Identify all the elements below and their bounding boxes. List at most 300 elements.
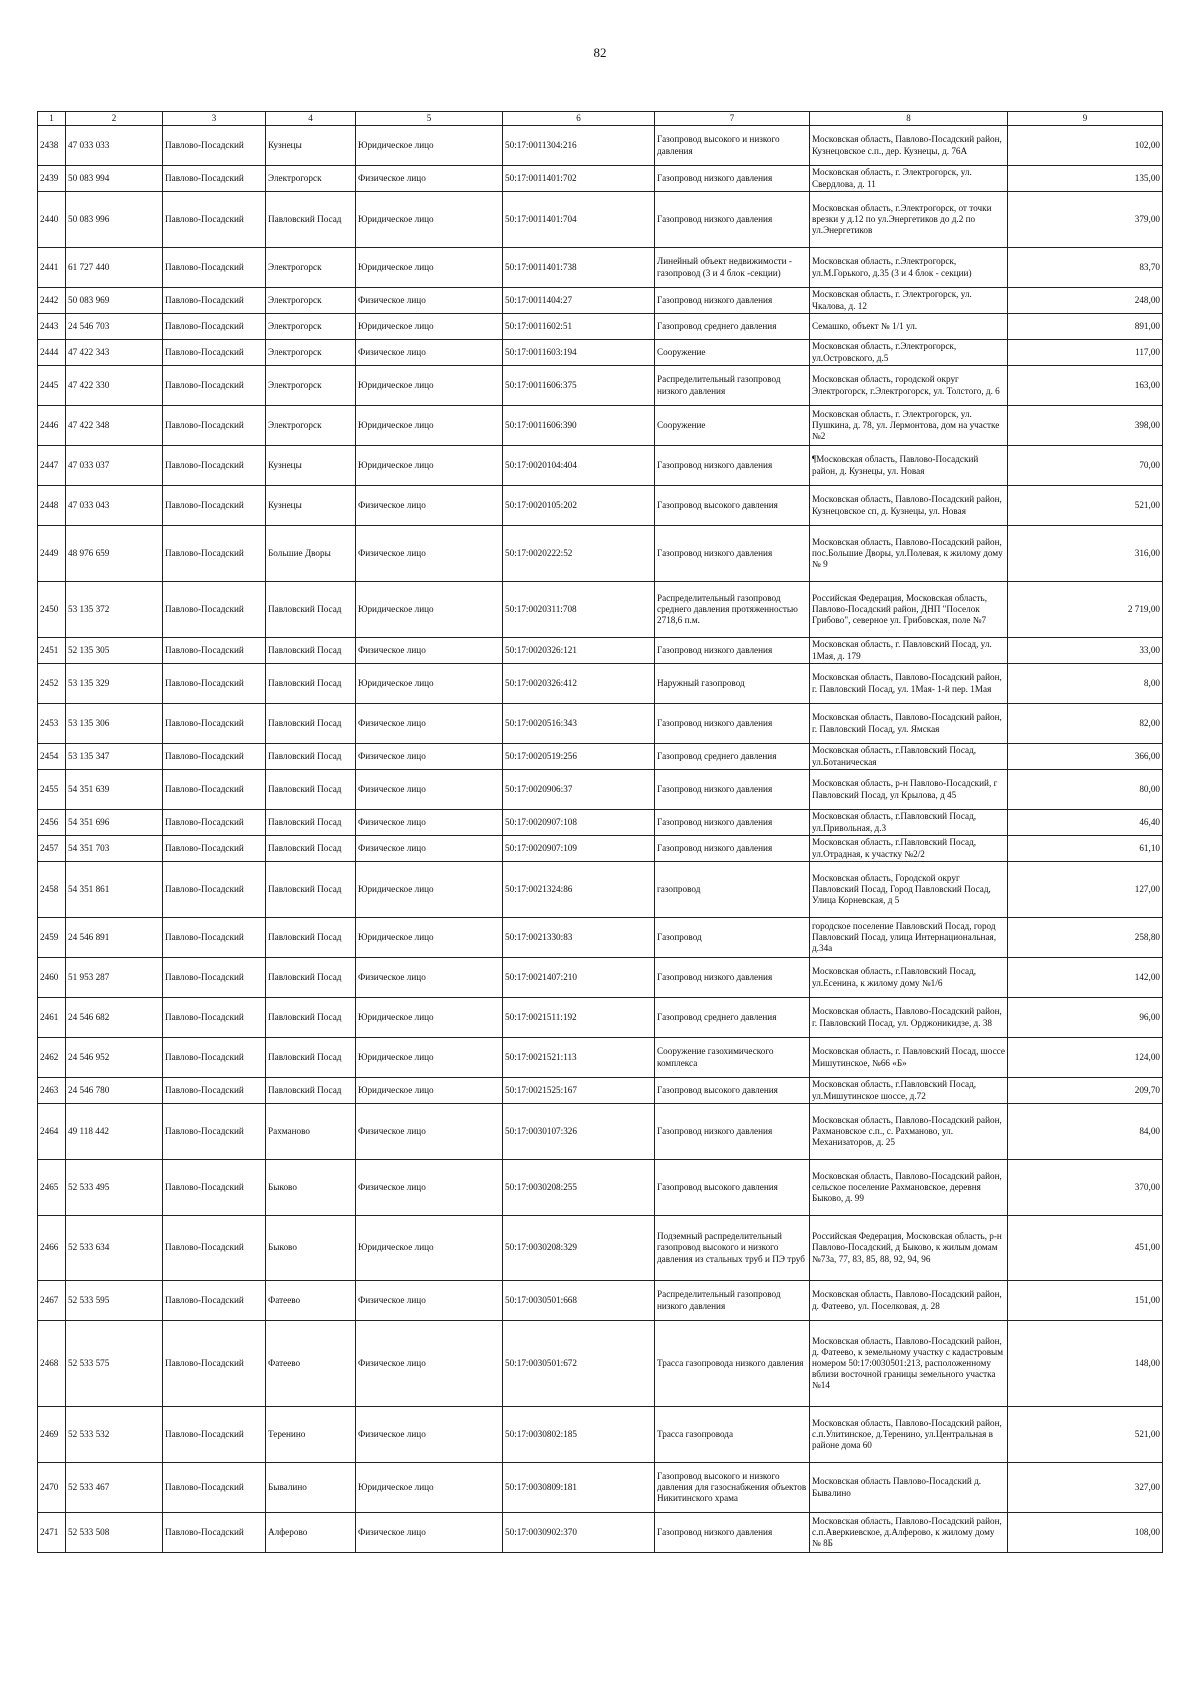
- table-cell: 50:17:0020311:708: [503, 582, 655, 638]
- table-cell: Газопровод низкого давления: [655, 166, 810, 192]
- table-cell: 327,00: [1008, 1463, 1163, 1513]
- table-cell: 46,40: [1008, 810, 1163, 836]
- table-cell: Павловский Посад: [266, 638, 356, 664]
- table-cell: Теренино: [266, 1407, 356, 1463]
- table-cell: Физическое лицо: [356, 288, 503, 314]
- table-cell: Газопровод высокого и низкого давления для газоснабжения объектов Никитинского храма: [655, 1463, 810, 1513]
- table-cell: 8,00: [1008, 664, 1163, 704]
- table-row: [38, 486, 1163, 526]
- table-cell: 47 033 037: [66, 446, 163, 486]
- table-cell: Павловский Посад: [266, 192, 356, 248]
- table-cell: Физическое лицо: [356, 638, 503, 664]
- table-row: [38, 248, 1163, 288]
- table-cell: Газопровод среднего давления: [655, 314, 810, 340]
- table-cell: 80,00: [1008, 770, 1163, 810]
- table-cell: Физическое лицо: [356, 1407, 503, 1463]
- table-cell: Павлово-Посадский: [163, 918, 266, 958]
- table-cell: Павлово-Посадский: [163, 526, 266, 582]
- table-row: [38, 958, 1163, 998]
- table-cell: Физическое лицо: [356, 340, 503, 366]
- table-cell: Юридическое лицо: [356, 1216, 503, 1281]
- table-cell: Сооружение газохимического комплекса: [655, 1038, 810, 1078]
- table-cell: 2439: [38, 166, 66, 192]
- table-cell: Юридическое лицо: [356, 1463, 503, 1513]
- table-cell: Физическое лицо: [356, 526, 503, 582]
- table-cell: Физическое лицо: [356, 744, 503, 770]
- table-cell: 50:17:0021407:210: [503, 958, 655, 998]
- table-cell: 83,70: [1008, 248, 1163, 288]
- table-cell: 117,00: [1008, 340, 1163, 366]
- table-row: [38, 836, 1163, 862]
- table-cell: 2447: [38, 446, 66, 486]
- table-cell: 124,00: [1008, 1038, 1163, 1078]
- table-cell: Юридическое лицо: [356, 1078, 503, 1104]
- table-cell: 54 351 696: [66, 810, 163, 836]
- table-cell: Газопровод высокого и низкого давления: [655, 126, 810, 166]
- table-cell: городское поселение Павловский Посад, город Павловский Посад, улица Интернациональная, д.34а: [810, 918, 1008, 958]
- table-cell: Физическое лицо: [356, 1281, 503, 1321]
- table-cell: Павлово-Посадский: [163, 770, 266, 810]
- table-cell: Электрогорск: [266, 166, 356, 192]
- table-cell: 451,00: [1008, 1216, 1163, 1281]
- table-cell: Павловский Посад: [266, 744, 356, 770]
- table-cell: 50:17:0011606:390: [503, 406, 655, 446]
- table-cell: 24 546 682: [66, 998, 163, 1038]
- table-cell: 50:17:0030802:185: [503, 1407, 655, 1463]
- table-cell: 2449: [38, 526, 66, 582]
- table-cell: Юридическое лицо: [356, 314, 503, 340]
- table-cell: Павлово-Посадский: [163, 664, 266, 704]
- table-cell: Физическое лицо: [356, 810, 503, 836]
- table-cell: 163,00: [1008, 366, 1163, 406]
- table-cell: 2456: [38, 810, 66, 836]
- table-row: [38, 744, 1163, 770]
- table-cell: 50:17:0020105:202: [503, 486, 655, 526]
- table-cell: Большие Дворы: [266, 526, 356, 582]
- table-cell: 50:17:0011401:704: [503, 192, 655, 248]
- table-cell: Электрогорск: [266, 288, 356, 314]
- table-row: [38, 664, 1163, 704]
- table-cell: 2441: [38, 248, 66, 288]
- table-cell: 108,00: [1008, 1513, 1163, 1553]
- table-cell: 142,00: [1008, 958, 1163, 998]
- table-cell: Павлово-Посадский: [163, 1160, 266, 1216]
- column-header: 7: [655, 112, 810, 126]
- table-cell: 52 533 508: [66, 1513, 163, 1553]
- table-cell: Павлово-Посадский: [163, 366, 266, 406]
- table-cell: 2454: [38, 744, 66, 770]
- table-cell: 891,00: [1008, 314, 1163, 340]
- table-cell: Московская область, г. Электрогорск, ул. Свердлова, д. 11: [810, 166, 1008, 192]
- table-cell: Павлово-Посадский: [163, 1078, 266, 1104]
- table-cell: Газопровод низкого давления: [655, 836, 810, 862]
- table-cell: 50:17:0011603:194: [503, 340, 655, 366]
- table-cell: 50:17:0021511:192: [503, 998, 655, 1038]
- table-cell: Московская область, Павлово-Посадский район, г. Павловский Посад, ул. 1Мая- 1-й пер. 1Мая: [810, 664, 1008, 704]
- table-row: [38, 810, 1163, 836]
- table-cell: Юридическое лицо: [356, 366, 503, 406]
- table-cell: Московская область, г. Электрогорск, ул. Пушкина, д. 78, ул. Лермонтова, дом на участке №2: [810, 406, 1008, 446]
- table-cell: Павлово-Посадский: [163, 1463, 266, 1513]
- table-cell: Павловский Посад: [266, 664, 356, 704]
- table-cell: 24 546 780: [66, 1078, 163, 1104]
- table-cell: Юридическое лицо: [356, 406, 503, 446]
- table-cell: 50:17:0021525:167: [503, 1078, 655, 1104]
- table-cell: 52 533 634: [66, 1216, 163, 1281]
- table-cell: Павлово-Посадский: [163, 486, 266, 526]
- table-cell: Газопровод среднего давления: [655, 998, 810, 1038]
- table-cell: Московская область, Павлово-Посадский район, с.п.Аверкиевское, д.Алферово, к жилому дому № 8Б: [810, 1513, 1008, 1553]
- table-cell: 50:17:0030107:326: [503, 1104, 655, 1160]
- table-cell: Павлово-Посадский: [163, 1321, 266, 1407]
- table-cell: Газопровод высокого давления: [655, 1078, 810, 1104]
- table-cell: 2470: [38, 1463, 66, 1513]
- table-cell: 48 976 659: [66, 526, 163, 582]
- table-cell: газопровод: [655, 862, 810, 918]
- table-cell: 248,00: [1008, 288, 1163, 314]
- table-cell: 24 546 952: [66, 1038, 163, 1078]
- table-cell: Павловский Посад: [266, 1038, 356, 1078]
- table-cell: Юридическое лицо: [356, 446, 503, 486]
- table-cell: 47 422 343: [66, 340, 163, 366]
- table-cell: 2459: [38, 918, 66, 958]
- table-cell: 47 422 330: [66, 366, 163, 406]
- table-cell: Павлово-Посадский: [163, 582, 266, 638]
- table-cell: 49 118 442: [66, 1104, 163, 1160]
- table-cell: Электрогорск: [266, 314, 356, 340]
- table-row: [38, 1321, 1163, 1407]
- table-cell: 53 135 329: [66, 664, 163, 704]
- table-cell: Павлово-Посадский: [163, 810, 266, 836]
- table-cell: Физическое лицо: [356, 958, 503, 998]
- table-cell: Трасса газопровода низкого давления: [655, 1321, 810, 1407]
- page-number: 82: [593, 45, 607, 60]
- table-cell: 2465: [38, 1160, 66, 1216]
- table-cell: Павлово-Посадский: [163, 1038, 266, 1078]
- table-cell: Павлово-Посадский: [163, 248, 266, 288]
- table-cell: Газопровод низкого давления: [655, 638, 810, 664]
- table-cell: 2468: [38, 1321, 66, 1407]
- table-cell: Газопровод низкого давления: [655, 810, 810, 836]
- table-cell: 50:17:0030501:672: [503, 1321, 655, 1407]
- table-cell: Российская Федерация, Московская область, р-н Павлово-Посадский, д Быково, к жилым домам №73а, 77, 83, 85, 88, 92, 94, 96: [810, 1216, 1008, 1281]
- table-cell: 521,00: [1008, 1407, 1163, 1463]
- table-cell: Юридическое лицо: [356, 918, 503, 958]
- table-cell: Юридическое лицо: [356, 192, 503, 248]
- table-row: [38, 406, 1163, 446]
- table-cell: Юридическое лицо: [356, 582, 503, 638]
- table-cell: 50:17:0020222:52: [503, 526, 655, 582]
- table-cell: Юридическое лицо: [356, 126, 503, 166]
- table-row: [38, 1407, 1163, 1463]
- table-row: [38, 526, 1163, 582]
- table-cell: 2457: [38, 836, 66, 862]
- table-cell: 2467: [38, 1281, 66, 1321]
- table-cell: 127,00: [1008, 862, 1163, 918]
- table-cell: Распределительный газопровод низкого давления: [655, 1281, 810, 1321]
- table-cell: 2464: [38, 1104, 66, 1160]
- table-row: [38, 126, 1163, 166]
- table-cell: 50:17:0030208:255: [503, 1160, 655, 1216]
- table-cell: Павловский Посад: [266, 582, 356, 638]
- table-cell: 102,00: [1008, 126, 1163, 166]
- table-cell: 2448: [38, 486, 66, 526]
- table-cell: 61,10: [1008, 836, 1163, 862]
- table-cell: Московская область, Павлово-Посадский район, д. Фатеево, к земельному участку с кадастровым номером 50:17:0030501:213, расположенному вблизи восточной границы земельного участка №14: [810, 1321, 1008, 1407]
- table-cell: Газопровод низкого давления: [655, 1513, 810, 1553]
- table-cell: Сооружение: [655, 406, 810, 446]
- table-cell: 2445: [38, 366, 66, 406]
- table-cell: Газопровод низкого давления: [655, 770, 810, 810]
- table-cell: Газопровод низкого давления: [655, 1104, 810, 1160]
- column-header: 3: [163, 112, 266, 126]
- table-row: [38, 998, 1163, 1038]
- table-cell: Газопровод высокого давления: [655, 1160, 810, 1216]
- table-cell: Павлово-Посадский: [163, 192, 266, 248]
- table-cell: Московская область, р-н Павлово-Посадский, г Павловский Посад, ул Крылова, д 45: [810, 770, 1008, 810]
- table-cell: 2443: [38, 314, 66, 340]
- table-cell: Московская область, Павлово-Посадский район, сельское поселение Рахмановское, деревня Быково, д. 99: [810, 1160, 1008, 1216]
- table-cell: Физическое лицо: [356, 1513, 503, 1553]
- table-cell: Павлово-Посадский: [163, 166, 266, 192]
- table-cell: 52 533 467: [66, 1463, 163, 1513]
- table-row: [38, 192, 1163, 248]
- header-row: [38, 112, 1163, 126]
- table-cell: Московская область, г.Электрогорск, ул.М.Горького, д.35 (3 и 4 блок - секции): [810, 248, 1008, 288]
- table-cell: Физическое лицо: [356, 1104, 503, 1160]
- table-cell: Павлово-Посадский: [163, 1407, 266, 1463]
- table-cell: Распределительный газопровод среднего давления протяженностью 2718,6 п.м.: [655, 582, 810, 638]
- table-cell: Московская область, г.Павловский Посад, ул.Ботаническая: [810, 744, 1008, 770]
- table-cell: 50 083 969: [66, 288, 163, 314]
- table-cell: Физическое лицо: [356, 770, 503, 810]
- table-cell: 50:17:0021324:86: [503, 862, 655, 918]
- table-cell: 50:17:0020907:108: [503, 810, 655, 836]
- table-cell: 50:17:0020519:256: [503, 744, 655, 770]
- table-cell: Павлово-Посадский: [163, 406, 266, 446]
- table-cell: Павлово-Посадский: [163, 1513, 266, 1553]
- table-cell: Павлово-Посадский: [163, 340, 266, 366]
- table-cell: 24 546 703: [66, 314, 163, 340]
- registry-table: [37, 111, 1163, 1553]
- table-cell: Павловский Посад: [266, 810, 356, 836]
- table-cell: 52 533 495: [66, 1160, 163, 1216]
- table-cell: Юридическое лицо: [356, 664, 503, 704]
- table-cell: Павловский Посад: [266, 862, 356, 918]
- table-cell: Павлово-Посадский: [163, 638, 266, 664]
- table-cell: 82,00: [1008, 704, 1163, 744]
- table-cell: Кузнецы: [266, 486, 356, 526]
- table-cell: Павловский Посад: [266, 958, 356, 998]
- table-cell: Юридическое лицо: [356, 862, 503, 918]
- table-cell: 51 953 287: [66, 958, 163, 998]
- table-cell: Семашко, объект № 1/1 ул.: [810, 314, 1008, 340]
- table-cell: Газопровод: [655, 918, 810, 958]
- table-row: [38, 1038, 1163, 1078]
- table-cell: Газопровод низкого давления: [655, 958, 810, 998]
- table-row: [38, 862, 1163, 918]
- table-cell: 370,00: [1008, 1160, 1163, 1216]
- column-header: 5: [356, 112, 503, 126]
- table-cell: Павлово-Посадский: [163, 1104, 266, 1160]
- table-cell: Павлово-Посадский: [163, 744, 266, 770]
- column-header: 1: [38, 112, 66, 126]
- column-header: 6: [503, 112, 655, 126]
- table-cell: Павлово-Посадский: [163, 704, 266, 744]
- table-cell: 52 135 305: [66, 638, 163, 664]
- table-cell: Физическое лицо: [356, 486, 503, 526]
- table-cell: Газопровод высокого давления: [655, 486, 810, 526]
- table-cell: 258,80: [1008, 918, 1163, 958]
- table-row: [38, 1463, 1163, 1513]
- table-cell: Павловский Посад: [266, 770, 356, 810]
- table-cell: Распределительный газопровод низкого давления: [655, 366, 810, 406]
- table-cell: 2469: [38, 1407, 66, 1463]
- table-cell: 53 135 372: [66, 582, 163, 638]
- table-cell: Физическое лицо: [356, 1321, 503, 1407]
- table-cell: Газопровод низкого давления: [655, 526, 810, 582]
- column-header: 4: [266, 112, 356, 126]
- table-cell: 151,00: [1008, 1281, 1163, 1321]
- table-cell: 2453: [38, 704, 66, 744]
- table-cell: Московская область, Павлово-Посадский район, г. Павловский Посад, ул. Ямская: [810, 704, 1008, 744]
- table-cell: 2450: [38, 582, 66, 638]
- table-cell: 54 351 639: [66, 770, 163, 810]
- table-cell: 50:17:0021521:113: [503, 1038, 655, 1078]
- table-cell: Кузнецы: [266, 446, 356, 486]
- table-cell: 2 719,00: [1008, 582, 1163, 638]
- table-cell: 521,00: [1008, 486, 1163, 526]
- table-cell: 50:17:0030902:370: [503, 1513, 655, 1553]
- table-cell: 50:17:0030501:668: [503, 1281, 655, 1321]
- table-row: [38, 1078, 1163, 1104]
- table-cell: Московская область, г. Павловский Посад, ул. 1Мая, д. 179: [810, 638, 1008, 664]
- table-cell: Фатеево: [266, 1281, 356, 1321]
- table-cell: Линейный объект недвижимости - газопровод (3 и 4 блок -секции): [655, 248, 810, 288]
- table-row: [38, 1216, 1163, 1281]
- table-cell: Юридическое лицо: [356, 248, 503, 288]
- table-cell: 70,00: [1008, 446, 1163, 486]
- table-cell: Физическое лицо: [356, 166, 503, 192]
- table-cell: ¶Московская область, Павлово-Посадский район, д. Кузнецы, ул. Новая: [810, 446, 1008, 486]
- table-cell: 2452: [38, 664, 66, 704]
- table-cell: Павлово-Посадский: [163, 314, 266, 340]
- table-row: [38, 704, 1163, 744]
- table-cell: 2463: [38, 1078, 66, 1104]
- table-cell: Газопровод среднего давления: [655, 744, 810, 770]
- table-cell: Трасса газопровода: [655, 1407, 810, 1463]
- table-cell: 2451: [38, 638, 66, 664]
- table-cell: 2446: [38, 406, 66, 446]
- table-cell: Алферово: [266, 1513, 356, 1553]
- table-cell: 53 135 347: [66, 744, 163, 770]
- table-cell: 50 083 994: [66, 166, 163, 192]
- table-cell: 50:17:0011606:375: [503, 366, 655, 406]
- table-cell: Электрогорск: [266, 248, 356, 288]
- table-cell: Московская область, Павлово-Посадский район, Рахмановское с.п., с. Рахманово, ул. Механизаторов, д. 25: [810, 1104, 1008, 1160]
- table-cell: 398,00: [1008, 406, 1163, 446]
- table-cell: 50:17:0011401:738: [503, 248, 655, 288]
- table-cell: Павлово-Посадский: [163, 958, 266, 998]
- table-cell: Павлово-Посадский: [163, 836, 266, 862]
- table-row: [38, 288, 1163, 314]
- table-cell: Павловский Посад: [266, 998, 356, 1038]
- column-header: 8: [810, 112, 1008, 126]
- table-cell: Кузнецы: [266, 126, 356, 166]
- table-cell: 50:17:0020326:121: [503, 638, 655, 664]
- table-row: [38, 446, 1163, 486]
- table-cell: Московская область, г.Павловский Посад, ул.Привольная, д.3: [810, 810, 1008, 836]
- table-cell: 50:17:0030809:181: [503, 1463, 655, 1513]
- table-row: [38, 582, 1163, 638]
- table-cell: 2471: [38, 1513, 66, 1553]
- table-cell: Московская область Павлово-Посадский д. Бывалино: [810, 1463, 1008, 1513]
- table-row: [38, 314, 1163, 340]
- table-row: [38, 166, 1163, 192]
- table-cell: Московская область, Городской округ Павловский Посад, Город Павловский Посад, Улица Корневская, д 5: [810, 862, 1008, 918]
- table-cell: 50:17:0011404:27: [503, 288, 655, 314]
- table-cell: 148,00: [1008, 1321, 1163, 1407]
- table-cell: 50:17:0021330:83: [503, 918, 655, 958]
- table-cell: Физическое лицо: [356, 836, 503, 862]
- table-cell: 33,00: [1008, 638, 1163, 664]
- table-row: [38, 1513, 1163, 1553]
- table-cell: Московская область, городской округ Электрогорск, г.Электрогорск, ул. Толстого, д. 6: [810, 366, 1008, 406]
- table-cell: 2442: [38, 288, 66, 314]
- table-cell: 50:17:0020104:404: [503, 446, 655, 486]
- table-cell: 47 033 043: [66, 486, 163, 526]
- table-cell: 52 533 595: [66, 1281, 163, 1321]
- table-cell: 316,00: [1008, 526, 1163, 582]
- column-header: 9: [1008, 112, 1163, 126]
- table-cell: 84,00: [1008, 1104, 1163, 1160]
- table-cell: Московская область, г.Электрогорск, ул.Островского, д.5: [810, 340, 1008, 366]
- table-cell: 50:17:0020906:37: [503, 770, 655, 810]
- table-cell: Фатеево: [266, 1321, 356, 1407]
- table-cell: Быково: [266, 1216, 356, 1281]
- table-cell: 47 422 348: [66, 406, 163, 446]
- table-cell: Московская область, г.Павловский Посад, ул.Мишутинское шоссе, д.72: [810, 1078, 1008, 1104]
- table-cell: Газопровод низкого давления: [655, 192, 810, 248]
- table-cell: 50 083 996: [66, 192, 163, 248]
- table-cell: 2444: [38, 340, 66, 366]
- table-cell: 61 727 440: [66, 248, 163, 288]
- table-cell: 135,00: [1008, 166, 1163, 192]
- table-row: [38, 638, 1163, 664]
- table-cell: Московская область, Павлово-Посадский район, с.п.Улитинское, д.Теренино, ул.Центральная в районе дома 60: [810, 1407, 1008, 1463]
- table-cell: 47 033 033: [66, 126, 163, 166]
- table-row: [38, 1160, 1163, 1216]
- table-cell: 54 351 703: [66, 836, 163, 862]
- table-cell: 2466: [38, 1216, 66, 1281]
- table-cell: Московская область, Павлово-Посадский район, Кузнецовское сп, д. Кузнецы, ул. Новая: [810, 486, 1008, 526]
- table-cell: Подземный распределительный газопровод высокого и низкого давления из стальных труб и ПЭ труб: [655, 1216, 810, 1281]
- table-cell: 366,00: [1008, 744, 1163, 770]
- table-cell: 52 533 532: [66, 1407, 163, 1463]
- table-cell: 50:17:0011304:216: [503, 126, 655, 166]
- table-cell: 2440: [38, 192, 66, 248]
- table-cell: Наружный газопровод: [655, 664, 810, 704]
- table-cell: 2458: [38, 862, 66, 918]
- column-header: 2: [66, 112, 163, 126]
- table-cell: 2461: [38, 998, 66, 1038]
- table-row: [38, 366, 1163, 406]
- table-cell: Сооружение: [655, 340, 810, 366]
- table-cell: 209,70: [1008, 1078, 1163, 1104]
- table-row: [38, 770, 1163, 810]
- table-cell: 54 351 861: [66, 862, 163, 918]
- table-cell: 50:17:0020516:343: [503, 704, 655, 744]
